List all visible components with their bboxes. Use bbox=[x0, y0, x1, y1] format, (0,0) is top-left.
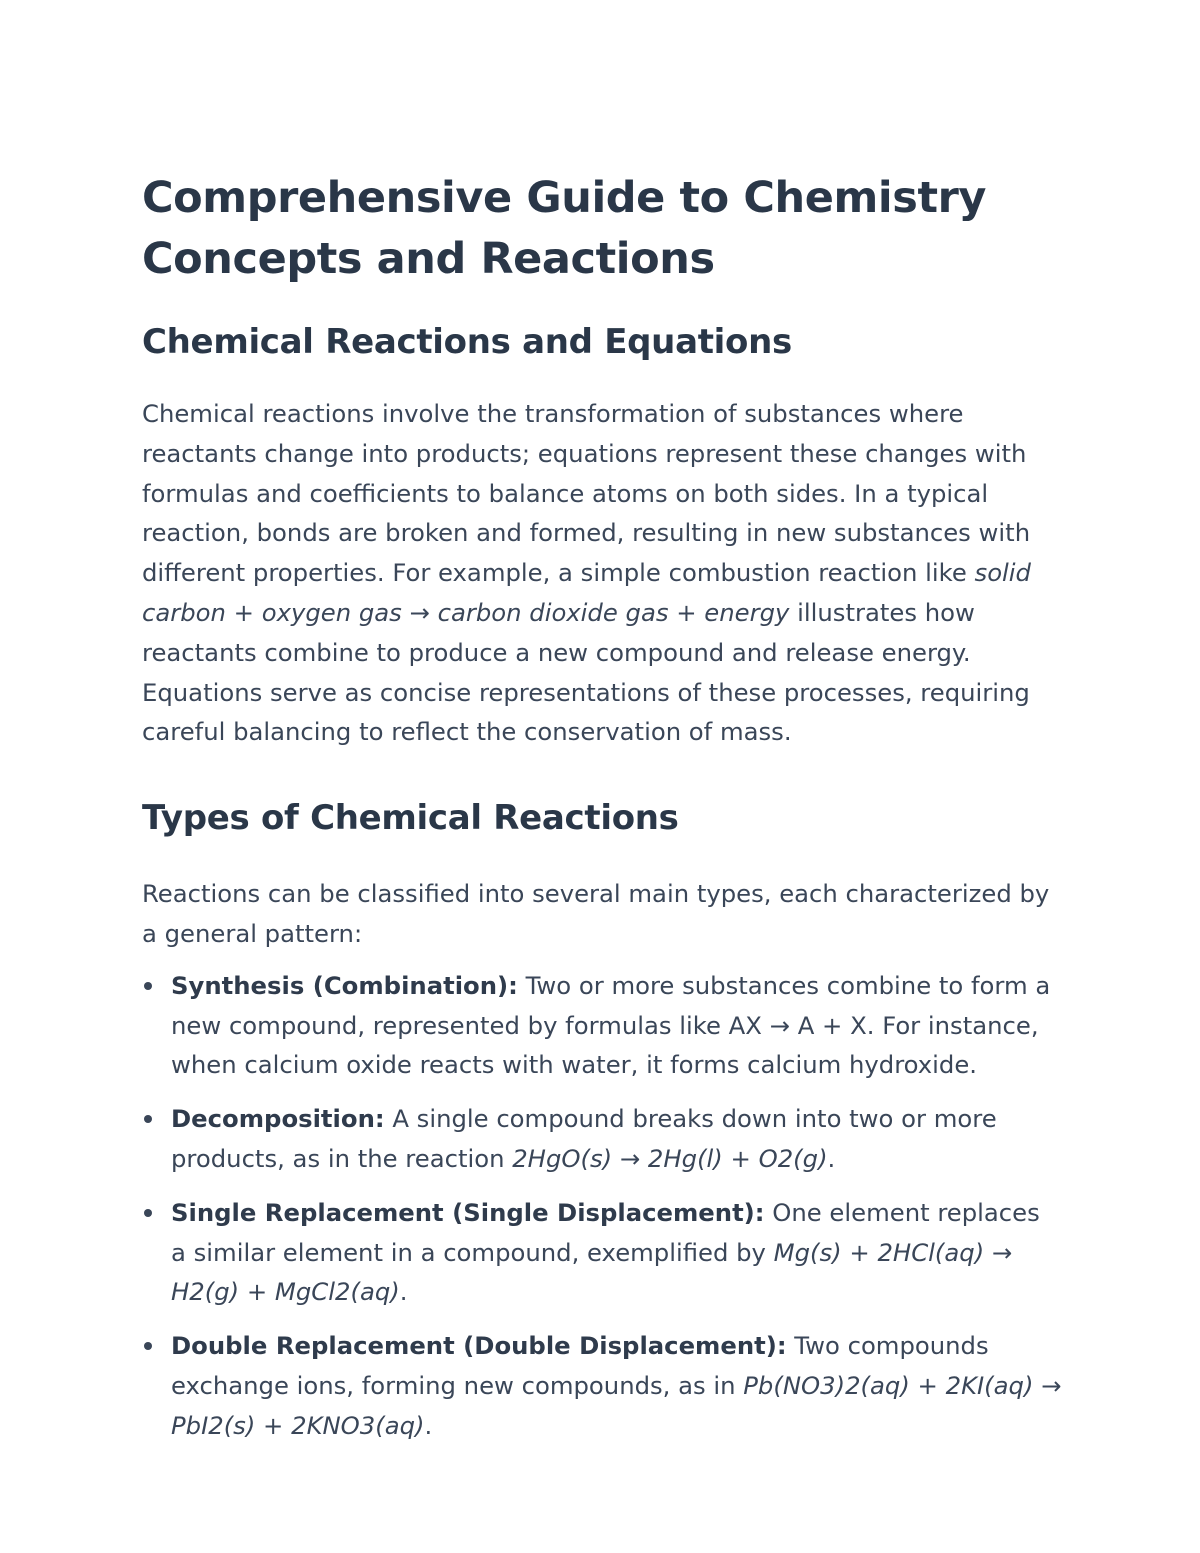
list-item-term: Decomposition: bbox=[171, 1104, 385, 1134]
list-item-double-replacement bbox=[142, 1326, 1062, 1445]
reaction-types-list bbox=[142, 966, 1062, 1446]
list-item-single-replacement bbox=[142, 1193, 1062, 1312]
paragraph-text: Chemical reactions involve the transformation of substances where reactants change into products; equations represent these changes with formulas and coefficients to balance atoms on both sides. In a typical reaction, bonds are broken and formed, resulting in new substances with different properties. For example, a simple combustion reaction like bbox=[142, 399, 1031, 588]
list-item-text: One element replaces a similar element in a compound, exemplified by bbox=[171, 1197, 1040, 1267]
list-item-text: Two compounds exchange ions, forming new compounds, as in bbox=[171, 1331, 989, 1400]
bullet-icon bbox=[144, 1342, 152, 1350]
section-intro-reaction-types: Reactions can be classified into several main types, each characterized by a general pattern: bbox=[142, 879, 1050, 948]
list-item-term: Synthesis (Combination): bbox=[171, 970, 518, 1000]
bullet-icon bbox=[144, 982, 152, 990]
list-item-term: Single Replacement (Single Displacement): bbox=[171, 1197, 765, 1227]
list-item-text: Two or more substances combine to form a new compound, represented by formulas like AX → A + X. For instance, when calcium oxide reacts with water, it forms calcium hydroxide. bbox=[171, 970, 1051, 1080]
document-page bbox=[142, 168, 1062, 1460]
section-paragraph-reactions-equations bbox=[142, 394, 1062, 752]
bullet-icon bbox=[144, 1115, 152, 1123]
section-heading-reaction-types: Types of Chemical Reactions bbox=[142, 798, 679, 839]
list-item-decomposition bbox=[142, 1099, 1062, 1179]
list-item-synthesis bbox=[142, 966, 1062, 1085]
list-item-tail: . bbox=[424, 1410, 433, 1440]
list-item-tail: . bbox=[827, 1143, 836, 1173]
list-item-equation: Mg(s) + 2HCl(aq) → H2(g) + MgCl2(aq) bbox=[171, 1237, 1013, 1307]
section-heading-reactions-equations: Chemical Reactions and Equations bbox=[142, 322, 792, 362]
list-item-tail: . bbox=[399, 1277, 408, 1307]
paragraph-text: illustrates how reactants combine to produce a new compound and release energy. Equations serve as concise representations of these processes, requiring careful balancing to reflect the conservation of mass. bbox=[142, 597, 1030, 747]
bullet-icon bbox=[144, 1209, 152, 1217]
example-equation: solid carbon + oxygen gas → carbon dioxide gas + energy bbox=[142, 558, 1031, 627]
list-item-equation: Pb(NO3)2(aq) + 2KI(aq) → PbI2(s) + 2KNO3(aq) bbox=[171, 1370, 1062, 1440]
list-item-term: Double Replacement (Double Displacement): bbox=[171, 1331, 787, 1361]
list-item-equation: 2HgO(s) → 2Hg(l) + O2(g) bbox=[512, 1143, 828, 1173]
page-title: Comprehensive Guide to Chemistry Concepts and Reactions bbox=[142, 173, 987, 284]
list-item-text: A single compound breaks down into two or more products, as in the reaction bbox=[171, 1104, 997, 1173]
